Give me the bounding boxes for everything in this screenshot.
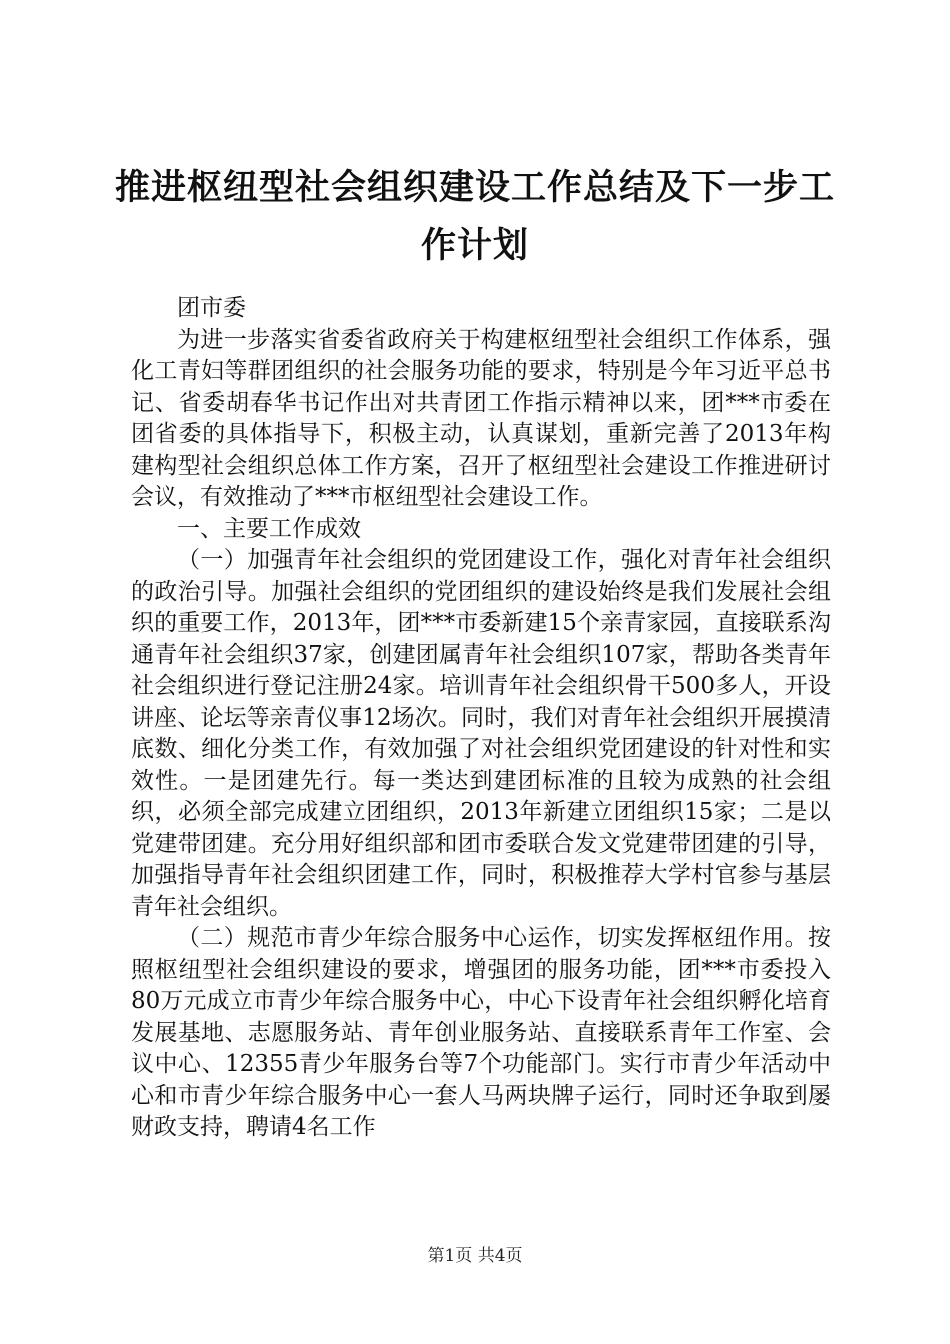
document-body	[131, 293, 831, 1144]
intro-paragraph: 为进一步落实省委省政府关于构建枢纽型社会组织工作体系，强化工青妇等群团组织的社会服务功能的要求，特别是今年习近平总书记、省委胡春华书记作出对共青团工作指示精神以来，团***市委在团省委的具体指导下，积极主动，认真谋划，重新完善了2013年构建构型社会组织总体工作方案，召开了枢纽型社会建设工作推进研讨会议，有效推动了***市枢纽型社会建设工作。	[131, 326, 831, 510]
document-title-line-2: 作计划	[420, 225, 529, 266]
body-paragraph-2: （二）规范市青少年综合服务中心运作，切实发挥枢纽作用。按照枢纽型社会组织建设的要求，增强团的服务功能，团***市委投入80万元成立市青少年综合服务中心，中心下设青年社会组织孵化培育发展基地、志愿服务站、青年创业服务站、直接联系青年工作室、会议中心、12355青少年服务台等7个功能部门。实行市青少年活动中心和市青少年综合服务中心一套人马两块牌子运行，同时还争取到屡财政支持，聘请4名工作	[131, 925, 831, 1140]
document-title-line-1: 推进枢纽型社会组织建设工作总结及下一步工	[114, 167, 835, 208]
section-heading: 一、主要工作成效	[177, 515, 361, 542]
body-paragraph-1: （一）加强青年社会组织的党团建设工作，强化对青年社会组织的政治引导。加强社会组织的党团组织的建设始终是我们发展社会组织的重要工作，2013年，团***市委新建15个亲青家园，直接联系沟通青年社会组织37家，创建团属青年社会组织107家，帮助各类青年社会组织进行登记注册24家。培训青年社会组织骨干500多人，开设讲座、论坛等亲青仪事12场次。同时，我们对青年社会组织开展摸清底数、细化分类工作，有效加强了对社会组织党团建设的针对性和实效性。一是团建先行。每一类达到建团标准的且较为成熟的社会组织，必须全部完成建立团组织，2013年新建立团组织15家；二是以党建带团建。充分用好组织部和团市委联合发文党建带团建的引导，加强指导青年社会组织团建工作，同时，积极推荐大学村官参与基层青年社会组织。	[131, 547, 831, 920]
page-footer: 第1页 共4页	[427, 1246, 523, 1266]
author-line: 团市委	[177, 295, 246, 321]
